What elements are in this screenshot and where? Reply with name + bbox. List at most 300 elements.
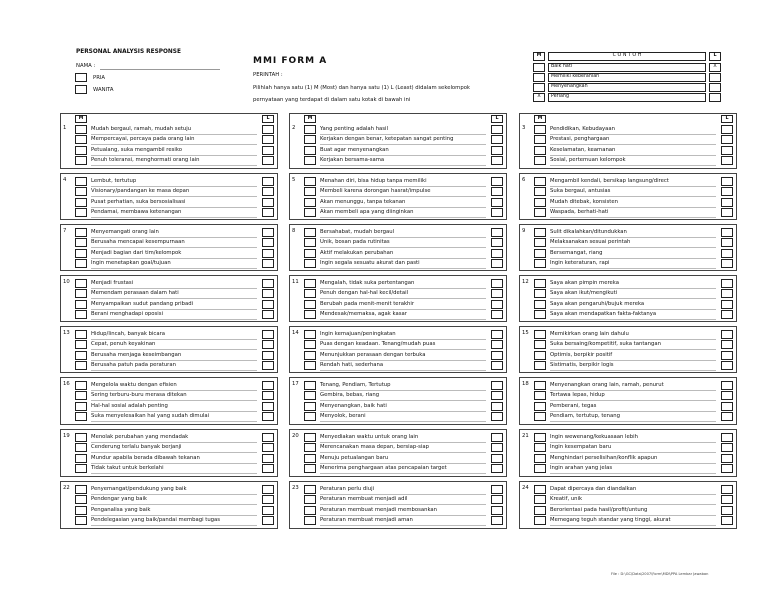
statement-text: Sulit dikalahkan/ditundukkan xyxy=(550,229,627,235)
most-checkbox[interactable] xyxy=(304,330,316,339)
most-checkbox[interactable] xyxy=(534,289,546,298)
least-checkbox[interactable] xyxy=(491,340,503,349)
statement-underline xyxy=(91,411,257,412)
question-group-number: 8 xyxy=(292,228,296,234)
least-checkbox[interactable] xyxy=(491,228,503,237)
least-checkbox[interactable] xyxy=(491,361,503,370)
statement-underline xyxy=(320,155,486,156)
most-checkbox[interactable] xyxy=(75,381,87,390)
statement-text: Suka bergaul, antusias xyxy=(550,188,611,195)
statement-text: Menahan diri, bisa hidup tanpa memiliki xyxy=(320,178,427,184)
most-checkbox[interactable] xyxy=(304,340,316,349)
least-checkbox[interactable] xyxy=(721,310,733,319)
least-checkbox[interactable] xyxy=(262,361,274,370)
most-checkbox[interactable] xyxy=(534,300,546,309)
statement-underline xyxy=(320,421,486,422)
statement-text: Berubah pada menit-menit terakhir xyxy=(320,300,415,307)
statement-underline xyxy=(91,390,257,391)
statement-underline xyxy=(550,319,716,320)
most-checkbox[interactable] xyxy=(304,454,316,463)
least-checkbox[interactable] xyxy=(262,433,274,442)
least-checkbox[interactable] xyxy=(491,300,503,309)
least-checkbox[interactable] xyxy=(262,402,274,411)
statement-text: Dapat dipercaya dan diandalkan xyxy=(550,486,637,492)
perintah-line-1: Pilihlah hanya satu (1) M (Most) dan hanya satu (1) L (Least) didalam sekelompok xyxy=(253,85,470,91)
least-checkbox[interactable] xyxy=(262,300,274,309)
statement-underline xyxy=(550,504,716,505)
statement-text: Penuh toleransi, menghormati orang lain xyxy=(91,156,200,163)
nama-underline xyxy=(100,69,220,70)
most-checkbox[interactable] xyxy=(304,443,316,452)
least-checkbox[interactable] xyxy=(721,454,733,463)
least-checkbox[interactable] xyxy=(262,464,274,473)
statement-text: Visionary/pandangan ke masa depan xyxy=(91,188,190,195)
most-checkbox[interactable] xyxy=(534,330,546,339)
least-checkbox[interactable] xyxy=(491,125,503,134)
least-checkbox[interactable] xyxy=(721,125,733,134)
least-checkbox[interactable] xyxy=(262,177,274,186)
most-checkbox[interactable] xyxy=(534,402,546,411)
most-checkbox[interactable] xyxy=(304,300,316,309)
least-checkbox[interactable] xyxy=(721,259,733,268)
least-checkbox[interactable] xyxy=(262,238,274,247)
statement-text: Mengalah, tidak suka pertentangan xyxy=(320,280,415,286)
statement-text: Unik, bosan pada rutinitas xyxy=(320,239,390,246)
least-checkbox[interactable] xyxy=(491,381,503,390)
least-checkbox[interactable] xyxy=(491,464,503,473)
least-checkbox[interactable] xyxy=(491,351,503,360)
least-checkbox[interactable] xyxy=(491,485,503,494)
most-checkbox[interactable] xyxy=(304,249,316,258)
most-checkbox[interactable] xyxy=(534,238,546,247)
statement-underline xyxy=(550,421,716,422)
most-checkbox[interactable] xyxy=(304,381,316,390)
least-checkbox[interactable] xyxy=(491,412,503,421)
least-checkbox[interactable] xyxy=(721,135,733,144)
statement-text: Waspada, berhati-hati xyxy=(550,208,609,215)
least-checkbox[interactable] xyxy=(262,391,274,400)
statement-text: Menyampaikan sudut pandang pribadi xyxy=(91,300,194,307)
least-checkbox[interactable] xyxy=(491,310,503,319)
statement-text: Menerima penghargaan atas pencapaian target xyxy=(320,464,447,471)
statement-text: Tidak takut untuk berkelahi xyxy=(91,464,164,471)
statement-text: Menunjukkan perasaan dengan terbuka xyxy=(320,351,426,358)
statement-text: Pendamai, membawa ketenangan xyxy=(91,208,182,215)
statement-underline xyxy=(320,411,486,412)
most-checkbox[interactable] xyxy=(304,433,316,442)
most-checkbox[interactable] xyxy=(75,402,87,411)
least-checkbox[interactable] xyxy=(262,279,274,288)
statement-text: Kerjakan dengan benar, ketepatan sangat penting xyxy=(320,136,454,143)
most-checkbox[interactable] xyxy=(75,177,87,186)
most-checkbox[interactable] xyxy=(304,238,316,247)
most-checkbox[interactable] xyxy=(534,208,546,217)
least-checkbox[interactable] xyxy=(721,464,733,473)
question-group-number: 13 xyxy=(63,330,70,336)
statement-text: Saya akan mendapatkan fakta-faktanya xyxy=(550,310,657,317)
least-checkbox[interactable] xyxy=(721,198,733,207)
nama-label: NAMA : xyxy=(76,63,96,69)
least-checkbox[interactable] xyxy=(721,443,733,452)
most-checkbox[interactable] xyxy=(75,412,87,421)
least-checkbox[interactable] xyxy=(721,381,733,390)
statement-underline xyxy=(91,144,257,145)
statement-text: Rendah hati, sederhana xyxy=(320,361,384,368)
least-checkbox[interactable] xyxy=(721,506,733,515)
least-checkbox[interactable] xyxy=(721,177,733,186)
statement-text: Saya akan pimpin mereka xyxy=(550,280,620,286)
most-checkbox[interactable] xyxy=(534,433,546,442)
gender-wanita-checkbox[interactable] xyxy=(75,85,87,94)
statement-text: Sistimatis, berpikir logis xyxy=(550,361,614,368)
least-checkbox[interactable] xyxy=(721,351,733,360)
most-checkbox[interactable] xyxy=(304,310,316,319)
statement-text: Akan menunggu, tanpa tekanan xyxy=(320,198,406,205)
least-checkbox[interactable] xyxy=(721,516,733,525)
least-checkbox[interactable] xyxy=(491,443,503,452)
most-checkbox[interactable] xyxy=(304,156,316,165)
most-checkbox[interactable] xyxy=(75,146,87,155)
most-checkbox[interactable] xyxy=(75,330,87,339)
least-checkbox[interactable] xyxy=(491,391,503,400)
most-checkbox[interactable] xyxy=(534,125,546,134)
least-checkbox[interactable] xyxy=(491,135,503,144)
most-checkbox[interactable] xyxy=(304,125,316,134)
statement-underline xyxy=(550,452,716,453)
most-checkbox[interactable] xyxy=(534,146,546,155)
most-checkbox[interactable] xyxy=(304,228,316,237)
statement-text: Berusaha patuh pada peraturan xyxy=(91,361,176,368)
question-group-number: 12 xyxy=(522,279,529,285)
statement-underline xyxy=(91,258,257,259)
most-checkbox[interactable] xyxy=(75,300,87,309)
most-checkbox[interactable] xyxy=(304,412,316,421)
most-checkbox[interactable] xyxy=(75,443,87,452)
statement-text: Kreatif, unik xyxy=(550,496,583,503)
most-checkbox[interactable] xyxy=(75,238,87,247)
least-checkbox[interactable] xyxy=(262,198,274,207)
most-checkbox[interactable] xyxy=(75,495,87,504)
most-checkbox[interactable] xyxy=(75,156,87,165)
least-checkbox[interactable] xyxy=(721,340,733,349)
most-checkbox[interactable] xyxy=(534,464,546,473)
statement-text: Pendiam, tertutup, tenang xyxy=(550,412,620,419)
statement-underline xyxy=(91,515,257,516)
most-checkbox[interactable] xyxy=(304,146,316,155)
statement-underline xyxy=(550,494,716,495)
most-checkbox[interactable] xyxy=(75,249,87,258)
most-checkbox[interactable] xyxy=(534,361,546,370)
least-checkbox[interactable] xyxy=(262,249,274,258)
most-checkbox[interactable] xyxy=(534,485,546,494)
least-checkbox[interactable] xyxy=(491,402,503,411)
most-checkbox[interactable] xyxy=(534,516,546,525)
statement-underline xyxy=(91,155,257,156)
statement-text: Menyolok, berani xyxy=(320,412,366,419)
statement-underline xyxy=(320,247,486,248)
least-checkbox[interactable] xyxy=(721,238,733,247)
column-m-label: M xyxy=(537,116,543,121)
most-checkbox[interactable] xyxy=(534,135,546,144)
statement-underline xyxy=(550,309,716,310)
least-checkbox[interactable] xyxy=(262,208,274,217)
contoh-item-box xyxy=(548,93,706,102)
least-checkbox[interactable] xyxy=(491,198,503,207)
statement-underline xyxy=(320,237,486,238)
most-checkbox[interactable] xyxy=(304,402,316,411)
question-group-number: 17 xyxy=(292,381,299,387)
statement-underline xyxy=(320,258,486,259)
question-group-number: 5 xyxy=(292,177,296,183)
least-checkbox[interactable] xyxy=(262,454,274,463)
contoh-m-checkbox xyxy=(533,83,545,92)
most-checkbox[interactable] xyxy=(304,351,316,360)
most-checkbox[interactable] xyxy=(534,156,546,165)
least-checkbox[interactable] xyxy=(721,433,733,442)
most-checkbox[interactable] xyxy=(534,228,546,237)
least-checkbox[interactable] xyxy=(262,228,274,237)
least-checkbox[interactable] xyxy=(262,443,274,452)
statement-text: Mempercayai, percaya pada orang lain xyxy=(91,136,195,143)
statement-underline xyxy=(91,247,257,248)
most-checkbox[interactable] xyxy=(534,381,546,390)
statement-underline xyxy=(320,298,486,299)
statement-text: Akan membeli apa yang diinginkan xyxy=(320,208,414,215)
most-checkbox[interactable] xyxy=(304,198,316,207)
least-checkbox[interactable] xyxy=(491,259,503,268)
most-checkbox[interactable] xyxy=(534,391,546,400)
most-checkbox[interactable] xyxy=(534,443,546,452)
statement-underline xyxy=(550,268,716,269)
least-checkbox[interactable] xyxy=(262,340,274,349)
statement-underline xyxy=(320,473,486,474)
least-checkbox[interactable] xyxy=(721,156,733,165)
statement-underline xyxy=(320,400,486,401)
least-checkbox[interactable] xyxy=(262,506,274,515)
statement-underline xyxy=(91,349,257,350)
most-checkbox[interactable] xyxy=(304,506,316,515)
statement-text: Buat agar menyenangkan xyxy=(320,146,389,153)
least-checkbox[interactable] xyxy=(721,412,733,421)
most-checkbox[interactable] xyxy=(534,495,546,504)
most-checkbox[interactable] xyxy=(534,310,546,319)
least-checkbox[interactable] xyxy=(491,495,503,504)
statement-underline xyxy=(91,196,257,197)
most-checkbox[interactable] xyxy=(304,391,316,400)
most-checkbox[interactable] xyxy=(304,208,316,217)
most-checkbox[interactable] xyxy=(75,228,87,237)
statement-underline xyxy=(91,309,257,310)
least-checkbox[interactable] xyxy=(491,454,503,463)
statement-underline xyxy=(550,217,716,218)
least-checkbox[interactable] xyxy=(491,516,503,525)
least-checkbox[interactable] xyxy=(721,289,733,298)
most-checkbox[interactable] xyxy=(534,198,546,207)
least-checkbox[interactable] xyxy=(491,156,503,165)
most-checkbox[interactable] xyxy=(534,249,546,258)
least-checkbox[interactable] xyxy=(721,279,733,288)
most-checkbox[interactable] xyxy=(75,351,87,360)
least-checkbox[interactable] xyxy=(721,249,733,258)
most-checkbox[interactable] xyxy=(75,135,87,144)
statement-underline xyxy=(550,144,716,145)
statement-underline xyxy=(550,165,716,166)
most-checkbox[interactable] xyxy=(304,135,316,144)
least-checkbox[interactable] xyxy=(491,330,503,339)
statement-underline xyxy=(550,349,716,350)
least-checkbox[interactable] xyxy=(491,177,503,186)
statement-text: Gembira, bebas, riang xyxy=(320,392,380,399)
least-checkbox[interactable] xyxy=(262,516,274,525)
gender-pria-checkbox[interactable] xyxy=(75,73,87,82)
statement-underline xyxy=(91,339,257,340)
most-checkbox[interactable] xyxy=(75,433,87,442)
least-checkbox[interactable] xyxy=(721,495,733,504)
contoh-item-text: Menyenangkan xyxy=(551,84,588,89)
most-checkbox[interactable] xyxy=(75,340,87,349)
least-checkbox[interactable] xyxy=(721,208,733,217)
most-checkbox[interactable] xyxy=(75,259,87,268)
most-checkbox[interactable] xyxy=(75,506,87,515)
statement-underline xyxy=(320,463,486,464)
statement-underline xyxy=(91,370,257,371)
statement-underline xyxy=(91,134,257,135)
most-checkbox[interactable] xyxy=(304,485,316,494)
least-checkbox[interactable] xyxy=(491,289,503,298)
statement-text: Memikirkan orang lain dahulu xyxy=(550,331,629,337)
least-checkbox[interactable] xyxy=(721,402,733,411)
most-checkbox[interactable] xyxy=(75,125,87,134)
least-checkbox[interactable] xyxy=(491,433,503,442)
most-checkbox[interactable] xyxy=(75,454,87,463)
least-checkbox[interactable] xyxy=(721,300,733,309)
least-checkbox[interactable] xyxy=(721,228,733,237)
most-checkbox[interactable] xyxy=(75,208,87,217)
form-title-heading: PERSONAL ANALYSIS RESPONSE xyxy=(76,49,181,55)
statement-text: Memendam perasaan dalam hati xyxy=(91,290,179,297)
most-checkbox[interactable] xyxy=(534,351,546,360)
most-checkbox[interactable] xyxy=(304,495,316,504)
statement-text: Optimis, berpikir positif xyxy=(550,351,613,358)
most-checkbox[interactable] xyxy=(534,412,546,421)
most-checkbox[interactable] xyxy=(304,464,316,473)
most-checkbox[interactable] xyxy=(534,177,546,186)
most-checkbox[interactable] xyxy=(75,391,87,400)
statement-underline xyxy=(550,360,716,361)
least-checkbox[interactable] xyxy=(262,187,274,196)
most-checkbox[interactable] xyxy=(75,198,87,207)
most-checkbox[interactable] xyxy=(75,279,87,288)
most-checkbox[interactable] xyxy=(304,516,316,525)
most-checkbox[interactable] xyxy=(75,310,87,319)
statement-text: Pendelegasian yang baik/pandai membagi tugas xyxy=(91,516,221,523)
statement-text: Ingin menetapkan goal/tujuan xyxy=(91,259,171,266)
statement-underline xyxy=(320,288,486,289)
statement-text: Peraturan membuat menjadi adil xyxy=(320,496,408,503)
least-checkbox[interactable] xyxy=(262,289,274,298)
least-checkbox[interactable] xyxy=(721,361,733,370)
statement-underline xyxy=(91,421,257,422)
least-checkbox[interactable] xyxy=(262,381,274,390)
least-checkbox[interactable] xyxy=(721,485,733,494)
least-checkbox[interactable] xyxy=(262,412,274,421)
least-checkbox[interactable] xyxy=(262,125,274,134)
most-checkbox[interactable] xyxy=(304,177,316,186)
most-checkbox[interactable] xyxy=(75,516,87,525)
most-checkbox[interactable] xyxy=(75,187,87,196)
question-group-number: 1 xyxy=(63,125,67,131)
most-checkbox[interactable] xyxy=(534,454,546,463)
least-checkbox[interactable] xyxy=(262,330,274,339)
least-checkbox[interactable] xyxy=(721,391,733,400)
least-checkbox[interactable] xyxy=(262,156,274,165)
most-checkbox[interactable] xyxy=(75,464,87,473)
statement-underline xyxy=(320,515,486,516)
least-checkbox[interactable] xyxy=(491,208,503,217)
statement-underline xyxy=(320,339,486,340)
most-checkbox[interactable] xyxy=(534,506,546,515)
most-checkbox[interactable] xyxy=(534,187,546,196)
least-checkbox[interactable] xyxy=(491,506,503,515)
statement-text: Bersemangat, riang xyxy=(550,249,603,256)
least-checkbox[interactable] xyxy=(262,259,274,268)
most-checkbox[interactable] xyxy=(534,340,546,349)
question-group-number: 14 xyxy=(292,330,299,336)
least-checkbox[interactable] xyxy=(491,238,503,247)
most-checkbox[interactable] xyxy=(304,187,316,196)
least-checkbox[interactable] xyxy=(721,146,733,155)
statement-underline xyxy=(550,411,716,412)
most-checkbox[interactable] xyxy=(534,259,546,268)
statement-underline xyxy=(91,165,257,166)
most-checkbox[interactable] xyxy=(75,485,87,494)
least-checkbox[interactable] xyxy=(262,351,274,360)
statement-text: Menolak perubahan yang mendadak xyxy=(91,434,189,440)
statement-underline xyxy=(550,463,716,464)
statement-underline xyxy=(320,349,486,350)
most-checkbox[interactable] xyxy=(534,279,546,288)
statement-underline xyxy=(91,463,257,464)
most-checkbox[interactable] xyxy=(304,289,316,298)
least-checkbox[interactable] xyxy=(262,146,274,155)
most-checkbox[interactable] xyxy=(75,361,87,370)
most-checkbox[interactable] xyxy=(75,289,87,298)
statement-underline xyxy=(550,207,716,208)
least-checkbox[interactable] xyxy=(491,146,503,155)
least-checkbox[interactable] xyxy=(491,187,503,196)
least-checkbox[interactable] xyxy=(491,279,503,288)
statement-underline xyxy=(91,237,257,238)
most-checkbox[interactable] xyxy=(304,361,316,370)
statement-underline xyxy=(320,144,486,145)
least-checkbox[interactable] xyxy=(262,135,274,144)
least-checkbox[interactable] xyxy=(262,310,274,319)
question-group-number: 11 xyxy=(292,279,299,285)
statement-text: Mudah bergaul, ramah, mudah setuju xyxy=(91,126,192,132)
contoh-item-text: Periang xyxy=(551,94,570,99)
least-checkbox[interactable] xyxy=(721,330,733,339)
statement-underline xyxy=(91,217,257,218)
most-checkbox[interactable] xyxy=(304,279,316,288)
least-checkbox[interactable] xyxy=(721,187,733,196)
least-checkbox[interactable] xyxy=(491,249,503,258)
statement-underline xyxy=(320,319,486,320)
statement-text: Aktif melakukan perubahan xyxy=(320,249,394,256)
least-checkbox[interactable] xyxy=(262,485,274,494)
statement-underline xyxy=(550,134,716,135)
least-checkbox[interactable] xyxy=(262,495,274,504)
most-checkbox[interactable] xyxy=(304,259,316,268)
